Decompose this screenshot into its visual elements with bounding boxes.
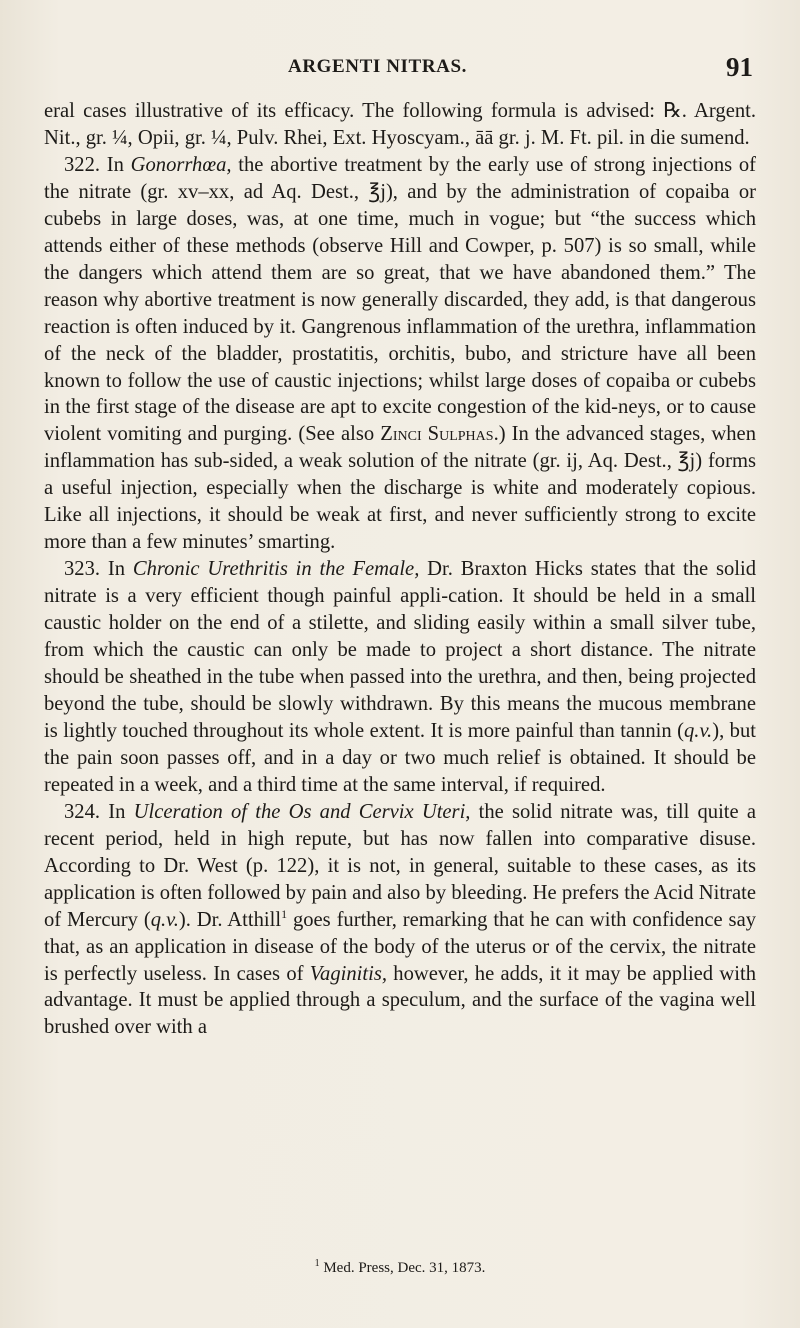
text-run: Dr. Braxton Hicks states that the solid nitrate is a very efficient though painful appli-cation. It should be held in a small caustic holder on the end of a stilette, and sliding easily within a small silver tube, from which the caustic can only be made to project a short distance. The nitrate should be sheathed in the tube when passed into the urethra, and then, being projected beyond the tube, should be slowly withdrawn. By this means the mucous membrane is lightly touched throughout its whole extent. It is more painful than tannin (	[44, 558, 756, 742]
text-run: 1	[281, 906, 288, 921]
page-number: 91	[726, 52, 753, 82]
paragraph-p322	[44, 152, 756, 556]
running-title: ARGENTI NITRAS.	[288, 56, 467, 77]
text-run: Zinci Sulphas.	[380, 423, 499, 446]
text-run: the abortive treatment by the early use of strong injections of the nitrate (gr. xv–xx, ad Aq. Dest., ℥j), and by the administration of copaiba or cubebs in large doses, was, at one time, much in vogue; but “the success which attends either of these methods (observe Hill and Cowper, p. 507) is so small, while the dangers which attend them are so great, that we have abandoned them.” The reason why abortive treatment is now generally discarded, they add, is that dangerous reaction is often induced by it. Gangrenous inflammation of the urethra, inflammation of the neck of the bladder, prostatitis, orchitis, bubo, and stricture have all been known to follow the use of caustic injections; whilst large doses of copaiba or cubebs in the first stage of the disease are apt to excite congestion of the kid-neys, or to cause violent vomiting and purging. (See also	[44, 153, 756, 446]
text-run: Gonorrhœa,	[130, 153, 232, 176]
body-text	[44, 98, 756, 1041]
text-run: the solid nitrate was, till quite a recent period, held in high repute, but has now fallen into comparative disuse. According to Dr. West (p. 122), it is not, in general, suitable to these cases, as its application is often followed by pain and also by bleeding. He prefers the Acid Nitrate of Mercury (	[44, 800, 756, 931]
paragraph-number: 322.	[64, 153, 101, 176]
paragraph-cont	[44, 98, 756, 152]
paragraph-number: 324.	[64, 800, 101, 823]
paragraph-number: 323.	[64, 558, 101, 581]
text-run: Chronic Urethritis in the Female,	[132, 558, 420, 581]
text-run: eral cases illustrative of its efficacy. The following formula is advised: ℞. Argent. Nit., gr. ¼, Opii, gr. ¼, Pulv. Rhei, Ext. Hyoscyam., āā gr. j. M. Ft. pil. in die sumend.	[44, 100, 756, 149]
text-run: q.v.	[684, 719, 713, 742]
paragraph-p324	[44, 799, 756, 1042]
footnote	[0, 1260, 800, 1277]
text-run: q.v.	[150, 908, 179, 931]
text-run: ). Dr. Atthill	[178, 908, 282, 931]
text-run: Vaginitis,	[309, 962, 388, 985]
footnote-marker: 1	[314, 1258, 320, 1269]
text-run: Ulceration of the Os and Cervix Uteri,	[133, 800, 471, 823]
paragraph-p323	[44, 556, 756, 799]
text-run: goes further, remarking that he can with confidence say that, as an application in disease of the body of the uterus or of the cervix, the nitrate is perfectly useless. In cases of	[44, 908, 757, 985]
text-run: ) In the advanced stages, when inflammation has sub-sided, a weak solution of the nitrate (gr. ij, Aq. Dest., ℥j) forms a useful injection, especially when the discharge is white and moderately copious. Like all injections, it should be weak at first, and never sufficiently strong to excite more than a few minutes’ smarting.	[44, 423, 756, 554]
text-run: In	[100, 558, 133, 581]
page-header	[0, 52, 800, 86]
text-run: In	[100, 153, 131, 176]
text-run: however, he adds, it it may be applied with advantage. It must be applied through a speculum, and the surface of the vagina well brushed over with a	[44, 962, 756, 1039]
text-run: In	[100, 800, 134, 823]
text-run: ), but the pain soon passes off, and in a day or two much relief is obtained. It should be repeated in a week, and a third time at the same interval, if required.	[44, 719, 756, 796]
footnote-text: Med. Press, Dec. 31, 1873.	[323, 1260, 486, 1276]
